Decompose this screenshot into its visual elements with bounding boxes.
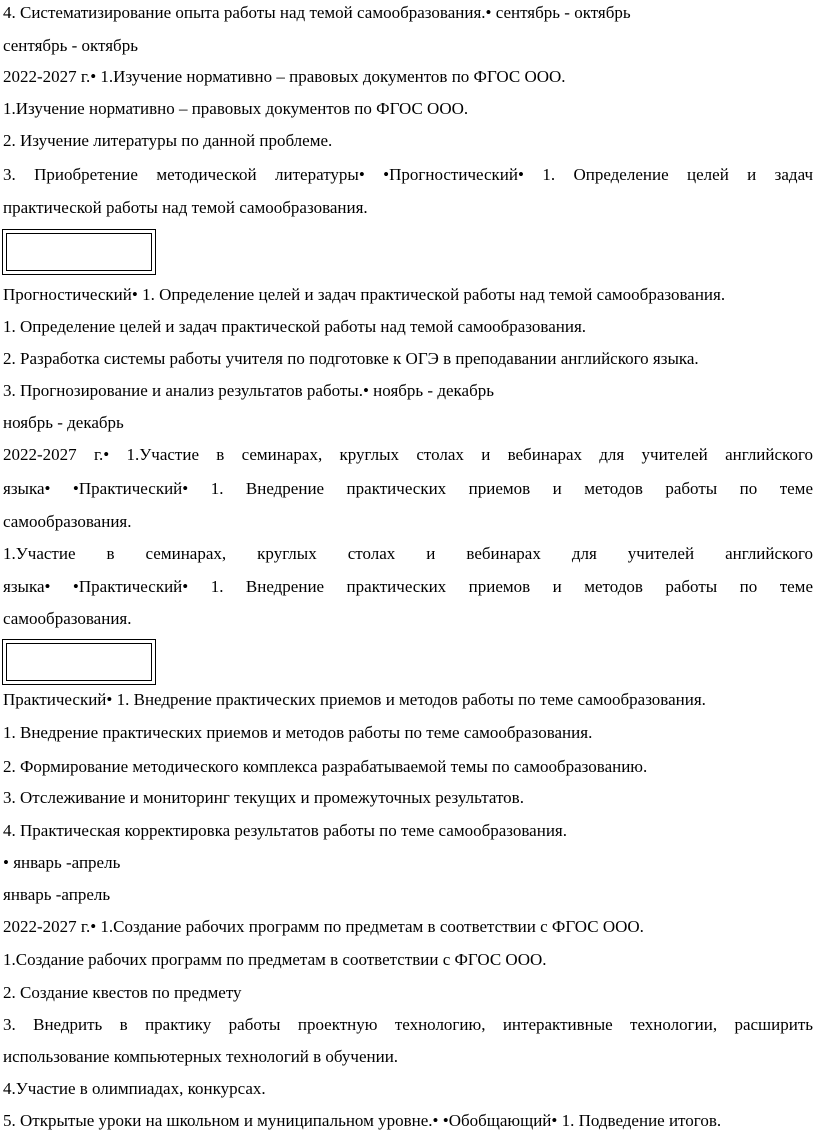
text-line: 4. Практическая корректировка результатов работы по теме самообразования. bbox=[3, 821, 567, 840]
text-line: 2. Формирование методического комплекса разрабатываемой темы по самообразованию. bbox=[3, 757, 648, 776]
text-line: Практический• 1. Внедрение практических приемов и методов работы по теме самообразования. bbox=[3, 690, 706, 709]
text-line: 4.Участие в олимпиадах, конкурсах. bbox=[3, 1079, 266, 1098]
text-line: 3. Отслеживание и мониторинг текущих и промежуточных результатов. bbox=[3, 788, 524, 807]
text-line: • январь -апрель bbox=[3, 853, 121, 872]
text-line: сентябрь - октябрь bbox=[3, 36, 138, 55]
text-line: 2022-2027 г.• 1.Изучение нормативно – правовых документов по ФГОС ООО. bbox=[3, 67, 566, 86]
text-line: практической работы над темой самообразования. bbox=[3, 198, 368, 217]
text-line: Прогностический• 1. Определение целей и задач практической работы над темой самообразования. bbox=[3, 285, 726, 304]
text-line: 2. Создание квестов по предмету bbox=[3, 983, 242, 1002]
text-line: самообразования. bbox=[3, 512, 132, 531]
text-line: 3. Прогнозирование и анализ результатов работы.• ноябрь - декабрь bbox=[3, 381, 494, 400]
text-line: 4. Систематизирование опыта работы над темой самообразования.• сентябрь - октябрь bbox=[3, 3, 631, 22]
text-line: 3. Приобретение методической литературы• •Прогностический• 1. Определение целей и задач bbox=[3, 165, 813, 184]
text-line: 2022-2027 г.• 1.Участие в семинарах, круглых столах и вебинарах для учителей английского bbox=[3, 445, 813, 464]
text-line: языка• •Практический• 1. Внедрение практических приемов и методов работы по теме bbox=[3, 577, 813, 596]
text-line: 1.Изучение нормативно – правовых документов по ФГОС ООО. bbox=[3, 99, 469, 118]
text-line: ноябрь - декабрь bbox=[3, 413, 124, 432]
section-frame bbox=[2, 229, 156, 275]
text-line: самообразования. bbox=[3, 609, 132, 628]
text-line: 5. Открытые уроки на школьном и муниципальном уровне.• •Обобщающий• 1. Подведение итогов. bbox=[3, 1111, 722, 1130]
text-line: использование компьютерных технологий в обучении. bbox=[3, 1047, 399, 1066]
text-line: 1.Участие в семинарах, круглых столах и вебинарах для учителей английского bbox=[3, 544, 813, 563]
text-line: 1.Создание рабочих программ по предметам в соответствии с ФГОС ООО. bbox=[3, 950, 547, 969]
text-line: языка• •Практический• 1. Внедрение практических приемов и методов работы по теме bbox=[3, 479, 813, 498]
text-line: 2. Разработка системы работы учителя по подготовке к ОГЭ в преподавании английского языка. bbox=[3, 349, 699, 368]
text-line: 1. Определение целей и задач практической работы над темой самообразования. bbox=[3, 317, 587, 336]
text-line: 2022-2027 г.• 1.Создание рабочих программ по предметам в соответствии с ФГОС ООО. bbox=[3, 917, 644, 936]
text-line: 2. Изучение литературы по данной проблеме. bbox=[3, 131, 333, 150]
text-line: 3. Внедрить в практику работы проектную технологию, интерактивные технологии, расширить bbox=[3, 1015, 813, 1034]
text-line: январь -апрель bbox=[3, 885, 111, 904]
text-line: 1. Внедрение практических приемов и методов работы по теме самообразования. bbox=[3, 723, 593, 742]
section-frame bbox=[2, 639, 156, 685]
